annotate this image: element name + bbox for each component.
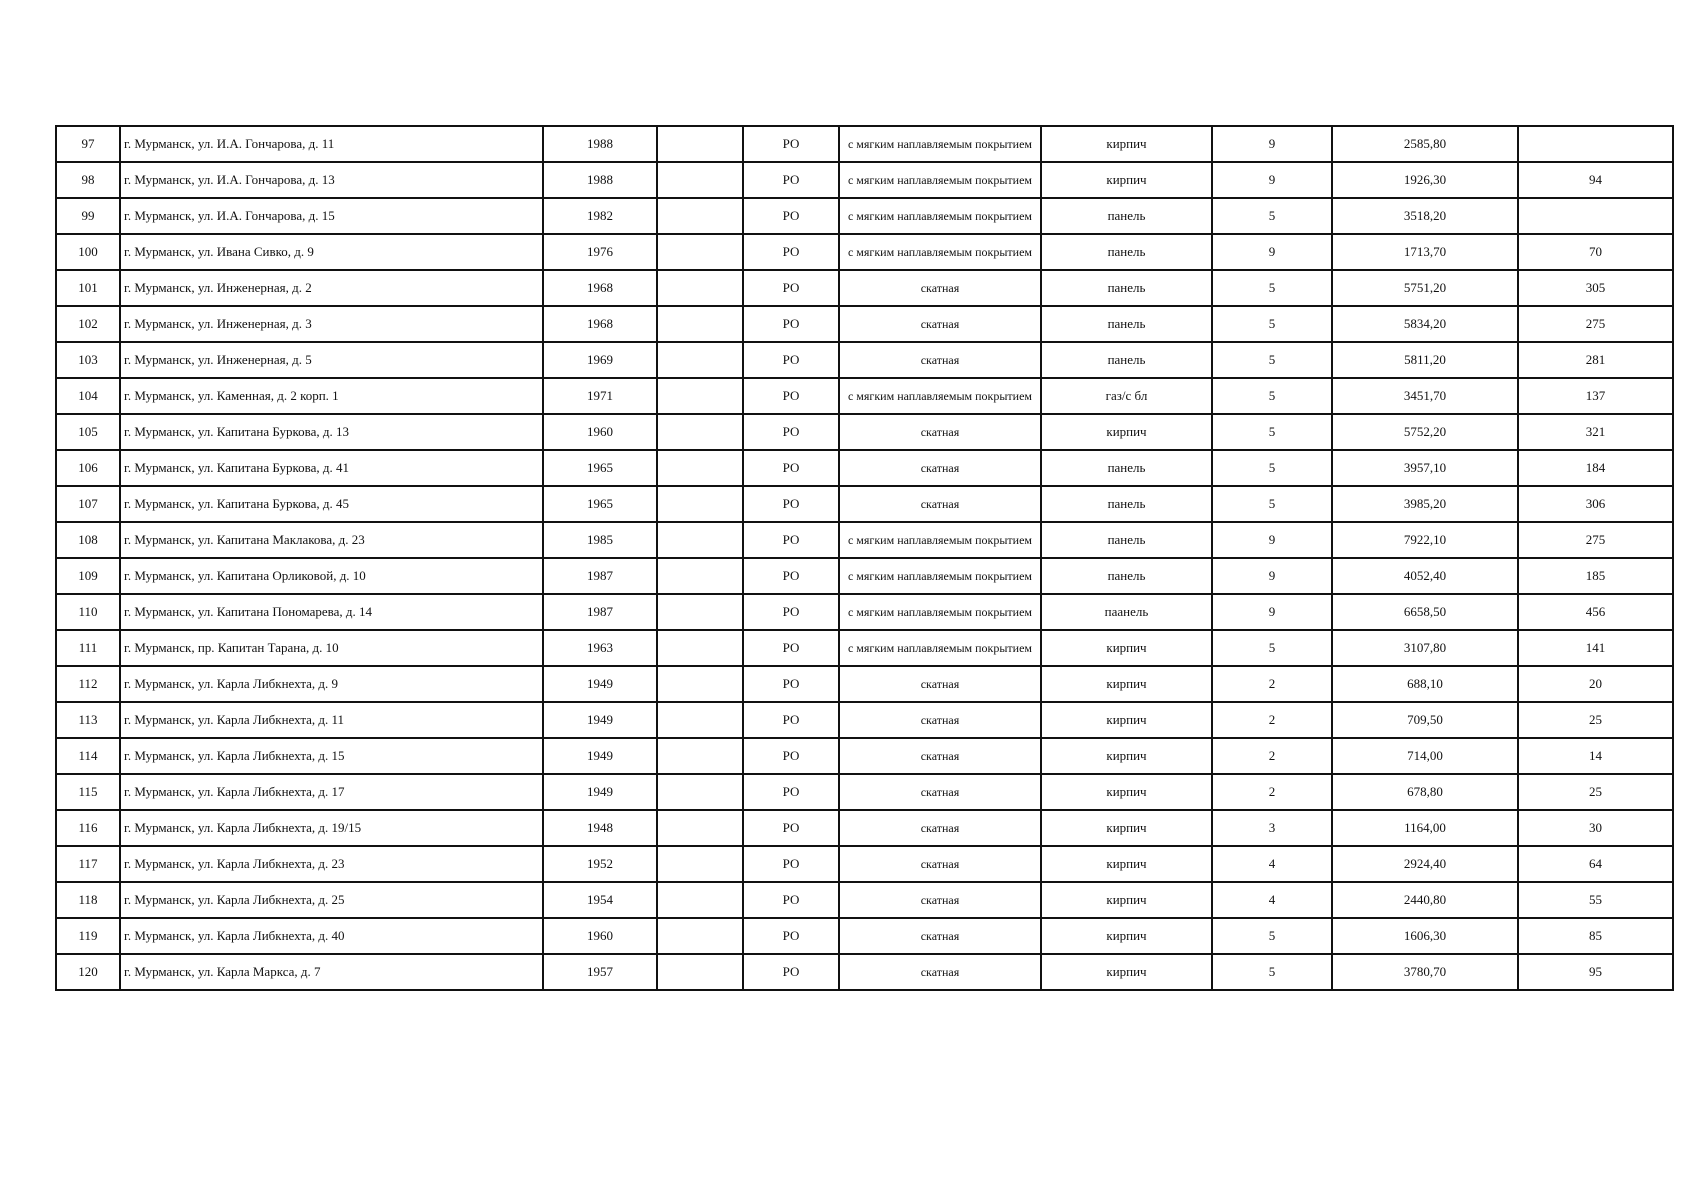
- ro-cell: РО: [743, 846, 839, 882]
- year-built-cell: 1965: [543, 450, 657, 486]
- wall-material-cell: кирпич: [1041, 126, 1212, 162]
- table-row: [56, 918, 1673, 954]
- count-cell: [1518, 198, 1673, 234]
- table-row: [56, 846, 1673, 882]
- wall-material-cell: кирпич: [1041, 162, 1212, 198]
- ro-cell: РО: [743, 378, 839, 414]
- roof-type-cell: с мягким наплавляемым покрытием: [839, 630, 1041, 666]
- table-row: [56, 162, 1673, 198]
- floors-cell: 5: [1212, 270, 1332, 306]
- wall-material-cell: кирпич: [1041, 630, 1212, 666]
- floors-cell: 5: [1212, 342, 1332, 378]
- table-row: [56, 522, 1673, 558]
- roof-type-cell: скатная: [839, 882, 1041, 918]
- year-built-cell: 1963: [543, 630, 657, 666]
- ro-cell: РО: [743, 918, 839, 954]
- area-cell: 3957,10: [1332, 450, 1518, 486]
- row-number-cell: 117: [56, 846, 120, 882]
- area-cell: 2585,80: [1332, 126, 1518, 162]
- ro-cell: РО: [743, 954, 839, 990]
- ro-cell: РО: [743, 414, 839, 450]
- wall-material-cell: кирпич: [1041, 666, 1212, 702]
- table-row: [56, 738, 1673, 774]
- empty-cell: [657, 666, 743, 702]
- year-built-cell: 1988: [543, 126, 657, 162]
- row-number-cell: 120: [56, 954, 120, 990]
- empty-cell: [657, 126, 743, 162]
- area-cell: 5751,20: [1332, 270, 1518, 306]
- table-row: [56, 198, 1673, 234]
- count-cell: 94: [1518, 162, 1673, 198]
- year-built-cell: 1960: [543, 414, 657, 450]
- empty-cell: [657, 270, 743, 306]
- ro-cell: РО: [743, 522, 839, 558]
- address-cell: г. Мурманск, ул. Инженерная, д. 2: [120, 270, 543, 306]
- row-number-cell: 102: [56, 306, 120, 342]
- wall-material-cell: кирпич: [1041, 738, 1212, 774]
- roof-type-cell: скатная: [839, 342, 1041, 378]
- table-row: [56, 558, 1673, 594]
- floors-cell: 9: [1212, 558, 1332, 594]
- year-built-cell: 1949: [543, 666, 657, 702]
- floors-cell: 4: [1212, 882, 1332, 918]
- empty-cell: [657, 810, 743, 846]
- floors-cell: 2: [1212, 702, 1332, 738]
- wall-material-cell: кирпич: [1041, 774, 1212, 810]
- table-row: [56, 270, 1673, 306]
- row-number-cell: 109: [56, 558, 120, 594]
- floors-cell: 5: [1212, 486, 1332, 522]
- year-built-cell: 1965: [543, 486, 657, 522]
- year-built-cell: 1987: [543, 558, 657, 594]
- floors-cell: 5: [1212, 954, 1332, 990]
- count-cell: 70: [1518, 234, 1673, 270]
- wall-material-cell: кирпич: [1041, 954, 1212, 990]
- count-cell: 305: [1518, 270, 1673, 306]
- count-cell: 30: [1518, 810, 1673, 846]
- count-cell: 137: [1518, 378, 1673, 414]
- row-number-cell: 110: [56, 594, 120, 630]
- empty-cell: [657, 162, 743, 198]
- row-number-cell: 112: [56, 666, 120, 702]
- empty-cell: [657, 774, 743, 810]
- area-cell: 4052,40: [1332, 558, 1518, 594]
- floors-cell: 3: [1212, 810, 1332, 846]
- ro-cell: РО: [743, 738, 839, 774]
- address-cell: г. Мурманск, ул. Инженерная, д. 3: [120, 306, 543, 342]
- wall-material-cell: паанель: [1041, 594, 1212, 630]
- address-cell: г. Мурманск, ул. Карла Маркса, д. 7: [120, 954, 543, 990]
- table-row: [56, 702, 1673, 738]
- wall-material-cell: панель: [1041, 270, 1212, 306]
- table-row: [56, 306, 1673, 342]
- address-cell: г. Мурманск, ул. Капитана Маклакова, д. 23: [120, 522, 543, 558]
- housing-register-table: [55, 125, 1674, 991]
- roof-type-cell: с мягким наплавляемым покрытием: [839, 378, 1041, 414]
- ro-cell: РО: [743, 270, 839, 306]
- address-cell: г. Мурманск, ул. Ивана Сивко, д. 9: [120, 234, 543, 270]
- table-row: [56, 486, 1673, 522]
- table-row: [56, 630, 1673, 666]
- address-cell: г. Мурманск, ул. Карла Либкнехта, д. 11: [120, 702, 543, 738]
- year-built-cell: 1949: [543, 738, 657, 774]
- empty-cell: [657, 234, 743, 270]
- address-cell: г. Мурманск, ул. И.А. Гончарова, д. 11: [120, 126, 543, 162]
- wall-material-cell: газ/с бл: [1041, 378, 1212, 414]
- floors-cell: 5: [1212, 450, 1332, 486]
- row-number-cell: 106: [56, 450, 120, 486]
- floors-cell: 5: [1212, 378, 1332, 414]
- area-cell: 3451,70: [1332, 378, 1518, 414]
- roof-type-cell: с мягким наплавляемым покрытием: [839, 198, 1041, 234]
- row-number-cell: 108: [56, 522, 120, 558]
- roof-type-cell: скатная: [839, 414, 1041, 450]
- ro-cell: РО: [743, 450, 839, 486]
- count-cell: 184: [1518, 450, 1673, 486]
- year-built-cell: 1949: [543, 702, 657, 738]
- floors-cell: 5: [1212, 630, 1332, 666]
- count-cell: 321: [1518, 414, 1673, 450]
- year-built-cell: 1960: [543, 918, 657, 954]
- empty-cell: [657, 846, 743, 882]
- empty-cell: [657, 378, 743, 414]
- count-cell: 275: [1518, 306, 1673, 342]
- ro-cell: РО: [743, 630, 839, 666]
- wall-material-cell: панель: [1041, 558, 1212, 594]
- roof-type-cell: скатная: [839, 774, 1041, 810]
- year-built-cell: 1987: [543, 594, 657, 630]
- table-row: [56, 450, 1673, 486]
- empty-cell: [657, 342, 743, 378]
- table-row: [56, 954, 1673, 990]
- count-cell: 25: [1518, 702, 1673, 738]
- wall-material-cell: панель: [1041, 522, 1212, 558]
- wall-material-cell: панель: [1041, 306, 1212, 342]
- row-number-cell: 115: [56, 774, 120, 810]
- empty-cell: [657, 738, 743, 774]
- wall-material-cell: кирпич: [1041, 846, 1212, 882]
- area-cell: 1926,30: [1332, 162, 1518, 198]
- address-cell: г. Мурманск, ул. И.А. Гончарова, д. 13: [120, 162, 543, 198]
- area-cell: 2924,40: [1332, 846, 1518, 882]
- address-cell: г. Мурманск, ул. И.А. Гончарова, д. 15: [120, 198, 543, 234]
- area-cell: 1164,00: [1332, 810, 1518, 846]
- row-number-cell: 100: [56, 234, 120, 270]
- year-built-cell: 1952: [543, 846, 657, 882]
- address-cell: г. Мурманск, ул. Карла Либкнехта, д. 25: [120, 882, 543, 918]
- row-number-cell: 103: [56, 342, 120, 378]
- year-built-cell: 1968: [543, 270, 657, 306]
- area-cell: 2440,80: [1332, 882, 1518, 918]
- ro-cell: РО: [743, 594, 839, 630]
- year-built-cell: 1949: [543, 774, 657, 810]
- area-cell: 1713,70: [1332, 234, 1518, 270]
- ro-cell: РО: [743, 882, 839, 918]
- count-cell: 281: [1518, 342, 1673, 378]
- empty-cell: [657, 522, 743, 558]
- roof-type-cell: с мягким наплавляемым покрытием: [839, 594, 1041, 630]
- floors-cell: 4: [1212, 846, 1332, 882]
- address-cell: г. Мурманск, ул. Капитана Пономарева, д. 14: [120, 594, 543, 630]
- area-cell: 714,00: [1332, 738, 1518, 774]
- floors-cell: 2: [1212, 738, 1332, 774]
- empty-cell: [657, 918, 743, 954]
- row-number-cell: 113: [56, 702, 120, 738]
- floors-cell: 2: [1212, 666, 1332, 702]
- empty-cell: [657, 630, 743, 666]
- row-number-cell: 119: [56, 918, 120, 954]
- year-built-cell: 1948: [543, 810, 657, 846]
- row-number-cell: 105: [56, 414, 120, 450]
- row-number-cell: 104: [56, 378, 120, 414]
- table-row: [56, 774, 1673, 810]
- wall-material-cell: панель: [1041, 234, 1212, 270]
- address-cell: г. Мурманск, ул. Инженерная, д. 5: [120, 342, 543, 378]
- floors-cell: 5: [1212, 414, 1332, 450]
- count-cell: 64: [1518, 846, 1673, 882]
- empty-cell: [657, 882, 743, 918]
- address-cell: г. Мурманск, ул. Капитана Буркова, д. 13: [120, 414, 543, 450]
- address-cell: г. Мурманск, ул. Капитана Буркова, д. 41: [120, 450, 543, 486]
- roof-type-cell: скатная: [839, 486, 1041, 522]
- count-cell: 25: [1518, 774, 1673, 810]
- floors-cell: 9: [1212, 522, 1332, 558]
- area-cell: 5811,20: [1332, 342, 1518, 378]
- roof-type-cell: скатная: [839, 270, 1041, 306]
- table-row: [56, 126, 1673, 162]
- empty-cell: [657, 702, 743, 738]
- count-cell: 85: [1518, 918, 1673, 954]
- floors-cell: 9: [1212, 234, 1332, 270]
- address-cell: г. Мурманск, ул. Капитана Буркова, д. 45: [120, 486, 543, 522]
- address-cell: г. Мурманск, ул. Капитана Орликовой, д. 10: [120, 558, 543, 594]
- floors-cell: 5: [1212, 198, 1332, 234]
- roof-type-cell: с мягким наплавляемым покрытием: [839, 234, 1041, 270]
- count-cell: [1518, 126, 1673, 162]
- area-cell: 3985,20: [1332, 486, 1518, 522]
- area-cell: 5752,20: [1332, 414, 1518, 450]
- empty-cell: [657, 414, 743, 450]
- row-number-cell: 99: [56, 198, 120, 234]
- count-cell: 275: [1518, 522, 1673, 558]
- roof-type-cell: скатная: [839, 666, 1041, 702]
- area-cell: 3518,20: [1332, 198, 1518, 234]
- ro-cell: РО: [743, 198, 839, 234]
- area-cell: 7922,10: [1332, 522, 1518, 558]
- count-cell: 456: [1518, 594, 1673, 630]
- ro-cell: РО: [743, 306, 839, 342]
- year-built-cell: 1971: [543, 378, 657, 414]
- count-cell: 95: [1518, 954, 1673, 990]
- row-number-cell: 107: [56, 486, 120, 522]
- area-cell: 3107,80: [1332, 630, 1518, 666]
- area-cell: 709,50: [1332, 702, 1518, 738]
- floors-cell: 9: [1212, 126, 1332, 162]
- address-cell: г. Мурманск, ул. Карла Либкнехта, д. 19/15: [120, 810, 543, 846]
- empty-cell: [657, 450, 743, 486]
- count-cell: 306: [1518, 486, 1673, 522]
- roof-type-cell: с мягким наплавляемым покрытием: [839, 162, 1041, 198]
- count-cell: 141: [1518, 630, 1673, 666]
- area-cell: 6658,50: [1332, 594, 1518, 630]
- address-cell: г. Мурманск, ул. Карла Либкнехта, д. 15: [120, 738, 543, 774]
- roof-type-cell: скатная: [839, 918, 1041, 954]
- count-cell: 14: [1518, 738, 1673, 774]
- floors-cell: 2: [1212, 774, 1332, 810]
- ro-cell: РО: [743, 126, 839, 162]
- ro-cell: РО: [743, 774, 839, 810]
- wall-material-cell: панель: [1041, 486, 1212, 522]
- roof-type-cell: с мягким наплавляемым покрытием: [839, 126, 1041, 162]
- row-number-cell: 98: [56, 162, 120, 198]
- year-built-cell: 1988: [543, 162, 657, 198]
- address-cell: г. Мурманск, ул. Карла Либкнехта, д. 9: [120, 666, 543, 702]
- address-cell: г. Мурманск, пр. Капитан Тарана, д. 10: [120, 630, 543, 666]
- floors-cell: 9: [1212, 594, 1332, 630]
- ro-cell: РО: [743, 162, 839, 198]
- address-cell: г. Мурманск, ул. Карла Либкнехта, д. 40: [120, 918, 543, 954]
- row-number-cell: 116: [56, 810, 120, 846]
- row-number-cell: 97: [56, 126, 120, 162]
- table-row: [56, 378, 1673, 414]
- ro-cell: РО: [743, 558, 839, 594]
- year-built-cell: 1982: [543, 198, 657, 234]
- address-cell: г. Мурманск, ул. Каменная, д. 2 корп. 1: [120, 378, 543, 414]
- floors-cell: 5: [1212, 306, 1332, 342]
- wall-material-cell: панель: [1041, 198, 1212, 234]
- wall-material-cell: панель: [1041, 342, 1212, 378]
- roof-type-cell: с мягким наплавляемым покрытием: [839, 522, 1041, 558]
- row-number-cell: 101: [56, 270, 120, 306]
- wall-material-cell: кирпич: [1041, 414, 1212, 450]
- wall-material-cell: панель: [1041, 450, 1212, 486]
- roof-type-cell: скатная: [839, 306, 1041, 342]
- wall-material-cell: кирпич: [1041, 882, 1212, 918]
- count-cell: 55: [1518, 882, 1673, 918]
- area-cell: 678,80: [1332, 774, 1518, 810]
- empty-cell: [657, 306, 743, 342]
- area-cell: 5834,20: [1332, 306, 1518, 342]
- wall-material-cell: кирпич: [1041, 810, 1212, 846]
- area-cell: 1606,30: [1332, 918, 1518, 954]
- ro-cell: РО: [743, 234, 839, 270]
- empty-cell: [657, 486, 743, 522]
- ro-cell: РО: [743, 702, 839, 738]
- roof-type-cell: скатная: [839, 450, 1041, 486]
- table-row: [56, 342, 1673, 378]
- year-built-cell: 1985: [543, 522, 657, 558]
- empty-cell: [657, 954, 743, 990]
- count-cell: 20: [1518, 666, 1673, 702]
- year-built-cell: 1968: [543, 306, 657, 342]
- ro-cell: РО: [743, 666, 839, 702]
- table-row: [56, 666, 1673, 702]
- row-number-cell: 114: [56, 738, 120, 774]
- area-cell: 688,10: [1332, 666, 1518, 702]
- roof-type-cell: скатная: [839, 954, 1041, 990]
- row-number-cell: 111: [56, 630, 120, 666]
- area-cell: 3780,70: [1332, 954, 1518, 990]
- year-built-cell: 1957: [543, 954, 657, 990]
- year-built-cell: 1954: [543, 882, 657, 918]
- floors-cell: 9: [1212, 162, 1332, 198]
- wall-material-cell: кирпич: [1041, 702, 1212, 738]
- address-cell: г. Мурманск, ул. Карла Либкнехта, д. 23: [120, 846, 543, 882]
- table-row: [56, 414, 1673, 450]
- table-body: [56, 126, 1673, 990]
- ro-cell: РО: [743, 486, 839, 522]
- roof-type-cell: скатная: [839, 738, 1041, 774]
- table-row: [56, 810, 1673, 846]
- empty-cell: [657, 558, 743, 594]
- address-cell: г. Мурманск, ул. Карла Либкнехта, д. 17: [120, 774, 543, 810]
- row-number-cell: 118: [56, 882, 120, 918]
- roof-type-cell: скатная: [839, 810, 1041, 846]
- table-row: [56, 882, 1673, 918]
- wall-material-cell: кирпич: [1041, 918, 1212, 954]
- ro-cell: РО: [743, 342, 839, 378]
- ro-cell: РО: [743, 810, 839, 846]
- table-row: [56, 594, 1673, 630]
- year-built-cell: 1976: [543, 234, 657, 270]
- roof-type-cell: с мягким наплавляемым покрытием: [839, 558, 1041, 594]
- floors-cell: 5: [1212, 918, 1332, 954]
- table-row: [56, 234, 1673, 270]
- year-built-cell: 1969: [543, 342, 657, 378]
- count-cell: 185: [1518, 558, 1673, 594]
- roof-type-cell: скатная: [839, 846, 1041, 882]
- empty-cell: [657, 594, 743, 630]
- empty-cell: [657, 198, 743, 234]
- roof-type-cell: скатная: [839, 702, 1041, 738]
